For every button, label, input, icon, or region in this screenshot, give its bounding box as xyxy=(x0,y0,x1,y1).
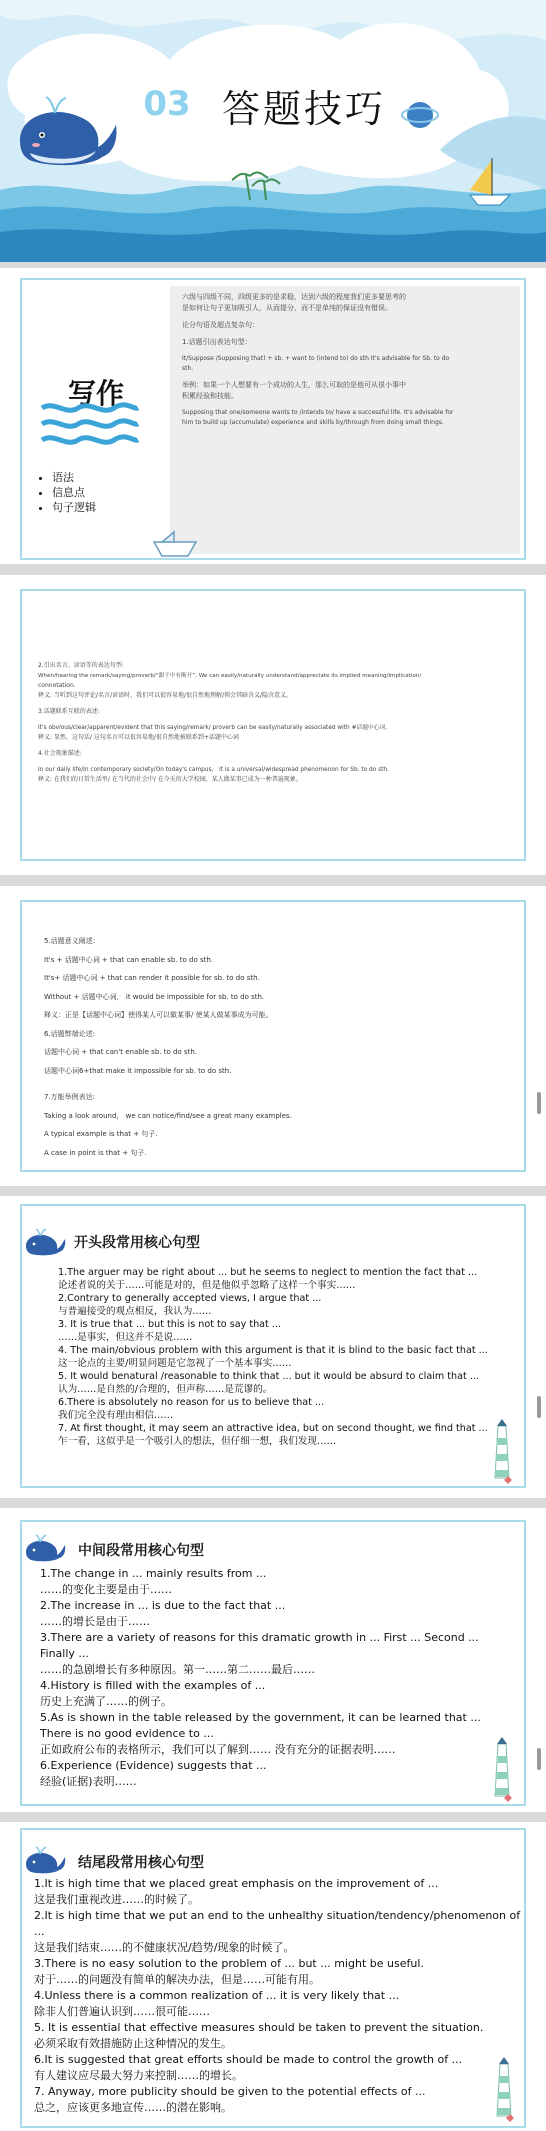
patterns-text-block xyxy=(44,932,504,1162)
list-item: 7. Anyway, more publicity should be given to the potential effects of ... xyxy=(34,2085,426,2098)
sentence-list xyxy=(58,1266,503,1448)
list-item: 2.The increase in ... is due to the fact that ... xyxy=(40,1599,286,1612)
text-line: It's+ 话题中心词 + that can render it possible for sb. to do sth. xyxy=(44,974,260,982)
list-item: 3. It is true that ... but this is not to say that ... xyxy=(58,1319,282,1330)
section-heading: 结尾段常用核心句型 xyxy=(78,1855,204,1871)
divider xyxy=(0,875,546,886)
list-item: 1.It is high time that we placed great emphasis on the improvement of ... xyxy=(34,1877,439,1890)
list-item: 4. The main/obvious problem with this argument is that it is blind to the basic fact that ... xyxy=(58,1345,488,1356)
text-line: connotation. xyxy=(38,682,76,689)
list-item: 总之，应该更多地宣传……的潜在影响。 xyxy=(34,2101,232,2114)
scrollbar-thumb[interactable] xyxy=(537,1092,541,1114)
list-item: 2.Contrary to generally accepted views, I argue that ... xyxy=(58,1293,322,1304)
text-line: 1.话题引出表达句型： xyxy=(182,338,252,346)
text-line: 举例：如果一个人想要有一个成功的人生，那么可取的是他可从很小事中 xyxy=(182,381,406,389)
text-line: 积累经验和技能。 xyxy=(182,392,238,400)
text-line: It's obvious/clear/apparent/evident that this saying/remark/ proverb can be easily/naturally associated with #话题中心词. xyxy=(38,725,388,731)
text-line: 释义：正是【话题中心词】使得某人可以做某事/ 使某人做某事成为可能。 xyxy=(44,1011,273,1019)
list-item: 1.The change in ... mainly results from ... xyxy=(40,1567,267,1580)
list-item: 这是我们重视改进……的时候了。 xyxy=(34,1893,199,1906)
list-item: 历史上充满了……的例子。 xyxy=(40,1695,172,1708)
list-item: ……的急剧增长有多种原因。第一……第二……最后…… xyxy=(40,1663,315,1676)
text-line: 2.引出名言、谚语等的表达句型: xyxy=(38,662,124,669)
text-line: 是如何让句子更加吸引人，从而提分，而不是单纯的保证没有错误。 xyxy=(182,304,392,312)
sentence-list xyxy=(34,1876,534,2116)
wave-icon xyxy=(40,400,140,450)
divider xyxy=(0,1812,546,1822)
list-item: 必须采取有效措施防止这种情况的发生。 xyxy=(34,2037,232,2050)
list-item: 与普遍接受的观点相反，我认为…… xyxy=(58,1306,212,1317)
whale-icon xyxy=(22,1228,66,1258)
writing-slide xyxy=(0,268,546,564)
sentence-patterns-slide-2 xyxy=(0,886,546,1186)
text-line: 3.话题联系互联的表述: xyxy=(38,708,100,715)
list-item: 认为……是自然的/合理的，但声称……是荒谬的。 xyxy=(58,1384,273,1395)
scrollbar-thumb[interactable] xyxy=(537,1748,541,1770)
paper-boat-icon xyxy=(150,530,200,560)
list-item: 6.Experience (Evidence) suggests that ... xyxy=(40,1759,267,1772)
closing-paragraph-slide xyxy=(0,1822,546,2131)
writing-text-block xyxy=(182,292,512,428)
cover-slide xyxy=(0,0,546,262)
list-item: 4.History is filled with the examples of ... xyxy=(40,1679,266,1692)
section-number: 03 xyxy=(143,84,191,124)
list-item: • 句子逻辑 xyxy=(52,500,96,515)
text-line: 6.话题弊端论述: xyxy=(44,1029,96,1038)
text-line: 话题中心词 + that can't enable sb. to do sth. xyxy=(44,1048,197,1056)
list-item: 2.It is high time that we put an end to the unhealthy situation/tendency/phenomenon of ... xyxy=(34,1909,521,1938)
whale-icon xyxy=(22,1534,66,1564)
list-item: 5. It would benatural /reasonable to think that ... but it would be absurd to claim that ... xyxy=(58,1371,479,1382)
text-line: 释义: 在我们的日常生活里/ 在当代的社会中/ 在今天的大学校园，某人做某事已成为一种普遍现象。 xyxy=(38,776,302,783)
text-line: 释义: 显然，这句话/ 这句名言可以很容易地/很自然地被联系到+话题中心词 xyxy=(38,734,239,741)
list-item: 我们完全没有理由相信…… xyxy=(58,1410,174,1421)
list-item: 对于……的问题没有简单的解决办法，但是……可能有用。 xyxy=(34,1973,320,1986)
text-line: him to build up (accumulate) experience and skills by/through from doing small things. xyxy=(182,419,444,426)
text-line: In our daily life/In contemporary society/On today's campus， it is a universal/widespread phenomenon for Sb. to do sth. xyxy=(38,767,389,773)
text-line: 话题中心词6+that make it impossible for sb. to do sth. xyxy=(44,1066,232,1075)
patterns-text-block xyxy=(38,661,518,785)
list-item: 1.The arguer may be right about ... but he seems to neglect to mention the fact that ... xyxy=(58,1267,478,1278)
scrollbar-thumb[interactable] xyxy=(537,1396,541,1418)
list-item: ……是事实，但这并不是说…… xyxy=(58,1332,193,1343)
list-item: 6.There is absolutely no reason for us to believe that ... xyxy=(58,1397,325,1408)
text-line: 5.话题意义阐述： xyxy=(44,937,100,945)
list-item: 3.There are a variety of reasons for this dramatic growth in ... First ... Second ... Finally ... xyxy=(40,1631,479,1660)
list-item: 7. At first thought, it may seem an attractive idea, but on second thought, we find that ... xyxy=(58,1423,488,1434)
writing-points-list xyxy=(34,470,96,515)
list-item: • 信息点 xyxy=(52,485,96,500)
text-line: When/hearing the remark/saying/proverb/“跟千中有断开”, We can easily/naturally understand/appreciate its implied meaning/implication/ xyxy=(38,673,422,679)
text-line: Taking a look around， we can notice/find/see a great many examples. xyxy=(44,1111,292,1120)
divider xyxy=(0,1498,546,1508)
section-heading: 开头段常用核心句型 xyxy=(74,1235,200,1251)
list-item: ……的增长是由于…… xyxy=(40,1615,150,1628)
section-heading: 中间段常用核心句型 xyxy=(78,1543,204,1559)
text-line: 论分句语及超点复杂句： xyxy=(182,321,259,329)
text-line xyxy=(44,1080,504,1088)
text-line: 4.社会现象描述: xyxy=(38,750,82,757)
list-item: 论述者说的关于……可能是对的，但是他似乎忽略了这样一个事实…… xyxy=(58,1280,356,1291)
text-line: A case in point is that + 句子. xyxy=(44,1148,147,1157)
middle-paragraph-slide xyxy=(0,1508,546,1812)
list-item: 正如政府公布的表格所示，我们可以了解到…… 没有充分的证据表明…… xyxy=(40,1743,396,1756)
text-line: Without + 话题中心词， it would be impossible for sb. to do sth. xyxy=(44,992,265,1001)
list-item: 除非人们普遍认识到……很可能…… xyxy=(34,2005,210,2018)
divider xyxy=(0,1186,546,1196)
text-line: 六级与四级不同，四级更多的是求稳，达到六级的程度我们更多要思考的 xyxy=(182,293,406,301)
list-item: 乍一看，这似乎是一个吸引人的想法，但仔细一想，我们发现…… xyxy=(58,1436,337,1447)
list-item: 4.Unless there is a common realization of ... it is very likely that ... xyxy=(34,1989,400,2002)
list-item: 有人建议应尽最大努力来控制……的增长。 xyxy=(34,2069,243,2082)
text-line: 释义: 当听到这句评论/名言/谚语时，我们可以很容易地/很自然地理解/领会其暗含义/隐含意义。 xyxy=(38,692,293,699)
text-line: It's + 话题中心词 + that can enable sb. to do sth. xyxy=(44,955,214,964)
whale-icon xyxy=(22,1846,66,1876)
text-line: Supposing that one/someone wants to /intends to/ have a successful life. It's advisable for xyxy=(182,409,454,416)
list-item: 5.As is shown in the table released by the government, it can be learned that ... There is no good evidence to ... xyxy=(40,1711,481,1740)
list-item: 6.It is suggested that great efforts should be made to control the growth of ... xyxy=(34,2053,463,2066)
text-line: 7.万能举例表达: xyxy=(44,1093,96,1101)
list-item: 这是我们结束……的不健康状况/趋势/现象的时候了。 xyxy=(34,1941,295,1954)
list-item: 这一论点的主要/明显问题是它忽视了一个基本事实…… xyxy=(58,1358,292,1369)
text-line: sth. xyxy=(182,365,194,372)
list-item: 3.There is no easy solution to the problem of ... but ... might be useful. xyxy=(34,1957,424,1970)
list-item: 5. It is essential that effective measures should be taken to prevent the situation. xyxy=(34,2021,484,2034)
list-item: ……的变化主要是由于…… xyxy=(40,1583,172,1596)
sentence-patterns-slide-1 xyxy=(0,575,546,875)
whale-illustration xyxy=(10,95,120,175)
text-line: It/Suppose /Supposing that) + sb. + want to (intend to) do sth It's advisable for Sb. to do xyxy=(182,355,450,362)
writing-title: 写作 xyxy=(68,377,125,410)
cover-title: 答题技巧 xyxy=(222,87,387,131)
sentence-list xyxy=(40,1566,510,1790)
divider xyxy=(0,564,546,575)
opening-paragraph-slide xyxy=(0,1196,546,1498)
list-item: • 语法 xyxy=(52,470,96,485)
list-item: 经验(证据)表明…… xyxy=(40,1775,137,1788)
text-line: A typical example is that + 句子. xyxy=(44,1130,158,1138)
